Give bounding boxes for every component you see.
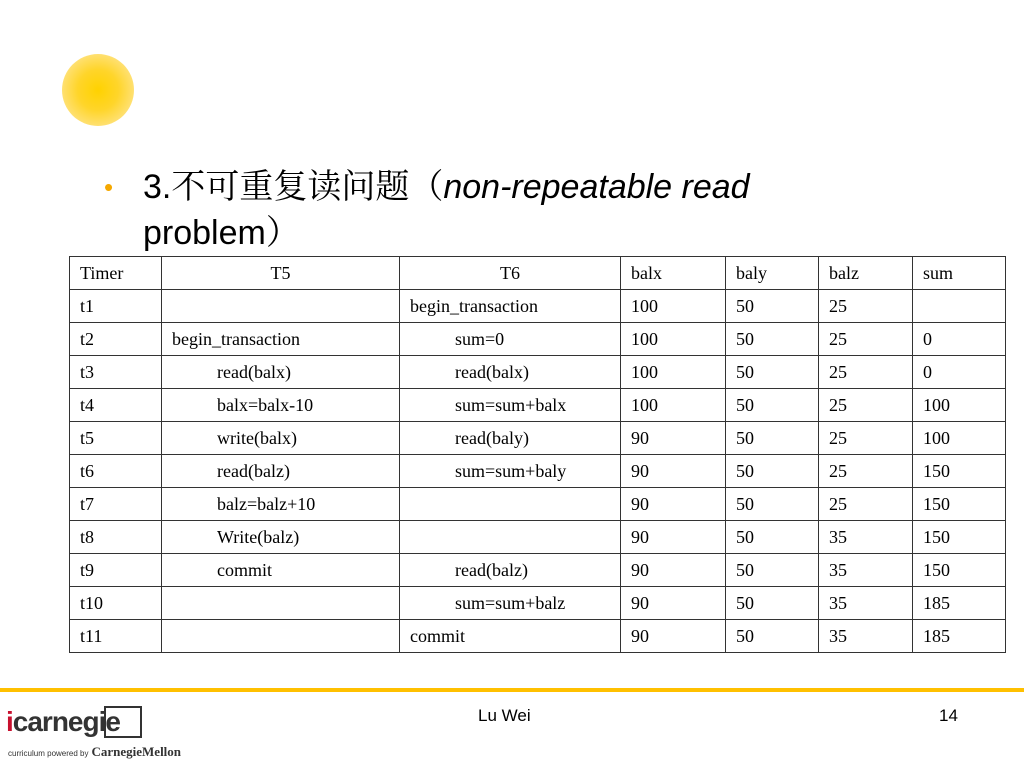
table-cell: balz=balz+10 [162, 488, 400, 521]
table-cell: 25 [819, 290, 913, 323]
title-cjk: 不可重复读问题（ [171, 167, 444, 207]
table-row [70, 554, 1006, 587]
bullet-icon: • [104, 172, 114, 202]
table-row [70, 521, 1006, 554]
table-cell: 0 [913, 323, 1006, 356]
header-baly: baly [726, 257, 819, 290]
schedule-table [69, 256, 1006, 653]
table-cell: 25 [819, 323, 913, 356]
table-cell: t7 [70, 488, 162, 521]
decorative-sun-icon [62, 54, 134, 126]
table-cell: 185 [913, 587, 1006, 620]
table-cell: 50 [726, 587, 819, 620]
table-cell: begin_transaction [400, 290, 621, 323]
table-cell: read(baly) [400, 422, 621, 455]
table-cell [400, 488, 621, 521]
table-cell: t8 [70, 521, 162, 554]
table-cell: 100 [913, 389, 1006, 422]
table-cell: 150 [913, 455, 1006, 488]
header-timer: Timer [70, 257, 162, 290]
page-number: 14 [939, 706, 958, 725]
table-cell: 50 [726, 323, 819, 356]
table-row [70, 422, 1006, 455]
table-cell: 25 [819, 389, 913, 422]
table-cell: sum=0 [400, 323, 621, 356]
table-cell: 150 [913, 554, 1006, 587]
table-cell [162, 620, 400, 653]
table-cell: balx=balx-10 [162, 389, 400, 422]
table-cell: 50 [726, 521, 819, 554]
logo-wordmark: icarnegie [6, 706, 120, 737]
table-cell: 50 [726, 356, 819, 389]
table-header-row [70, 257, 1006, 290]
table-cell: 35 [819, 620, 913, 653]
table-row [70, 587, 1006, 620]
header-t5: T5 [162, 257, 400, 290]
title-line2: problem） [143, 214, 300, 252]
table-row [70, 290, 1006, 323]
table-cell: 90 [621, 554, 726, 587]
title-italic: non-repeatable read [443, 168, 750, 206]
table-cell [162, 290, 400, 323]
table-cell: read(balx) [400, 356, 621, 389]
table-cell: 90 [621, 521, 726, 554]
table-cell: 50 [726, 455, 819, 488]
table-cell: t3 [70, 356, 162, 389]
footer-author: Lu Wei [478, 706, 531, 725]
table-cell: 50 [726, 554, 819, 587]
table-cell: 25 [819, 488, 913, 521]
table-cell: t4 [70, 389, 162, 422]
table-cell: t2 [70, 323, 162, 356]
table-cell: read(balx) [162, 356, 400, 389]
title-prefix: 3. [143, 168, 172, 206]
table-cell: t10 [70, 587, 162, 620]
header-balx: balx [621, 257, 726, 290]
table-cell: 50 [726, 290, 819, 323]
table-cell: read(balz) [400, 554, 621, 587]
table-cell: 50 [726, 389, 819, 422]
icarnegie-logo [6, 704, 206, 764]
table-cell [400, 521, 621, 554]
table-row [70, 389, 1006, 422]
table-row [70, 356, 1006, 389]
table-cell: 100 [621, 389, 726, 422]
table-cell: 150 [913, 488, 1006, 521]
table-cell: 25 [819, 422, 913, 455]
table-cell [913, 290, 1006, 323]
table-cell: t11 [70, 620, 162, 653]
table-cell: 35 [819, 587, 913, 620]
table-cell: sum=sum+baly [400, 455, 621, 488]
table-row [70, 455, 1006, 488]
table-row [70, 620, 1006, 653]
table-cell: 100 [621, 356, 726, 389]
table-cell: commit [162, 554, 400, 587]
table-cell: 35 [819, 554, 913, 587]
table-cell: 100 [621, 323, 726, 356]
table-cell: 50 [726, 488, 819, 521]
table-cell: t5 [70, 422, 162, 455]
slide-title [104, 164, 990, 256]
header-balz: balz [819, 257, 913, 290]
table-cell: 35 [819, 521, 913, 554]
table-cell: 185 [913, 620, 1006, 653]
table-cell [162, 587, 400, 620]
table-cell: 90 [621, 488, 726, 521]
header-sum: sum [913, 257, 1006, 290]
table-cell: 150 [913, 521, 1006, 554]
table-cell: Write(balz) [162, 521, 400, 554]
table-cell: 90 [621, 620, 726, 653]
table-cell: t9 [70, 554, 162, 587]
table-cell: t6 [70, 455, 162, 488]
table-cell: 90 [621, 455, 726, 488]
table-cell: write(balx) [162, 422, 400, 455]
table-cell: 0 [913, 356, 1006, 389]
header-t6: T6 [400, 257, 621, 290]
table-cell: 50 [726, 620, 819, 653]
table-cell: read(balz) [162, 455, 400, 488]
table-cell: 90 [621, 422, 726, 455]
table-cell: sum=sum+balx [400, 389, 621, 422]
logo-tagline: curriculum powered by CarnegieMellon [8, 744, 182, 759]
table-cell: sum=sum+balz [400, 587, 621, 620]
table-cell: 50 [726, 422, 819, 455]
table-cell: commit [400, 620, 621, 653]
table-cell: 100 [913, 422, 1006, 455]
table-row [70, 323, 1006, 356]
table-cell: 25 [819, 356, 913, 389]
table-cell: 90 [621, 587, 726, 620]
table-cell: 100 [621, 290, 726, 323]
footer-divider [0, 688, 1024, 692]
table-cell: 25 [819, 455, 913, 488]
table-row [70, 488, 1006, 521]
table-cell: begin_transaction [162, 323, 400, 356]
table-cell: t1 [70, 290, 162, 323]
